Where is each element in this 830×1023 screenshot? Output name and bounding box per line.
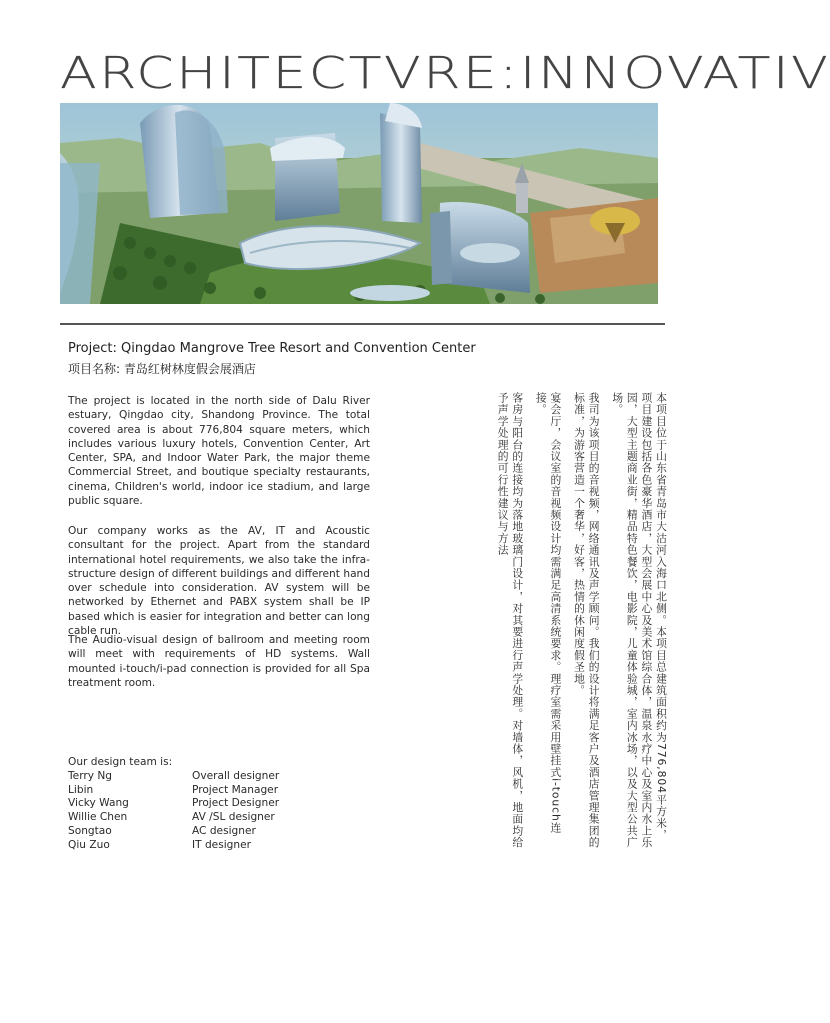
member-name: Willie Chen xyxy=(68,811,128,824)
member-role: Project Manager xyxy=(192,783,279,796)
chinese-paragraph-2: 我司为该项目的音视频，网络通讯及声学顾问。我们的设计将满足客户及酒店管理集团的标准，为游客营造一个奢华，好客，热情的休闲度假圣地。 xyxy=(573,392,601,849)
member-role: AC designer xyxy=(192,824,256,837)
team-member xyxy=(68,797,279,811)
member-role: IT designer xyxy=(192,838,251,851)
project-title-cn: 项目名称: 青岛红树林度假会展酒店 xyxy=(68,362,256,376)
chinese-vertical-text xyxy=(486,392,668,852)
member-name: Vicky Wang xyxy=(68,797,129,810)
description-paragraph-3: The Audio-visual design of ballroom and meeting room will meet with requirements of HD systems. Wall mounted i-touch/i-pad connection is provided for all Spa treatment room. xyxy=(68,634,370,689)
architectural-rendering-image xyxy=(60,103,658,304)
chinese-paragraph-3: 宴会厅，会议室的音视频设计均需满足高清系统要求。理疗室需采用壁挂式i-touch连接。 xyxy=(534,392,563,834)
member-role: Project Designer xyxy=(192,797,280,810)
description-paragraph-1: The project is located in the north side of Dalu River estuary, Qingdao city, Shandong Province. The total covered area is about 776,804 square meters, which includes various luxury hotels, Convention Center, Art Center, SPA, and Indoor Water Park, the major theme Commercial Street, and boutique specialty restaurants, cinema, Children's world, indoor ice stadium, and large public square. xyxy=(68,395,370,508)
team-member xyxy=(68,784,279,798)
member-name: Qiu Zuo xyxy=(68,838,110,851)
member-name: Songtao xyxy=(68,824,112,837)
design-team-list xyxy=(68,756,279,853)
section-divider xyxy=(60,323,665,325)
member-name: Terry Ng xyxy=(68,769,112,782)
chinese-paragraph-4: 客房与阳台的连接均为落地玻璃门设计，对其要进行声学处理。对墙体，风机，地面均给予声学处理的可行性建议与方法 xyxy=(496,392,525,849)
description-paragraph-2: Our company works as the AV, IT and Acoustic consultant for the project. Apart from the standard international hotel requirements, we also take the infra-structure design of different buildings and different hand over schedule into consideration. AV system will be networked by Ethernet and PABX system shall be IP based which is easier for integration and better can long cable run. xyxy=(68,525,370,638)
member-role: AV /SL designer xyxy=(192,811,275,824)
team-member xyxy=(68,839,279,853)
chinese-paragraph-1: 本项目位于山东省青岛市大沽河入海口北侧。本项目总建筑面积约为776,804平方米，项目建设包括各色豪华酒店，大型会展中心及美术馆综合体，温泉水疗中心及室内水上乐园，大型主题商业街，精品特色餐饮，电影院，儿童体验城，室内冰场，以及大型公共广场。 xyxy=(611,392,668,849)
team-heading: Our design team is: xyxy=(68,756,173,768)
member-role: Overall designer xyxy=(192,769,280,782)
project-title-en: Project: Qingdao Mangrove Tree Resort and Convention Center xyxy=(68,341,476,356)
member-name: Libin xyxy=(68,783,94,796)
team-member xyxy=(68,811,279,825)
page-title: ARCHITECTVRE:INNOVATIV xyxy=(60,48,830,99)
team-member xyxy=(68,770,279,784)
team-member xyxy=(68,825,279,839)
